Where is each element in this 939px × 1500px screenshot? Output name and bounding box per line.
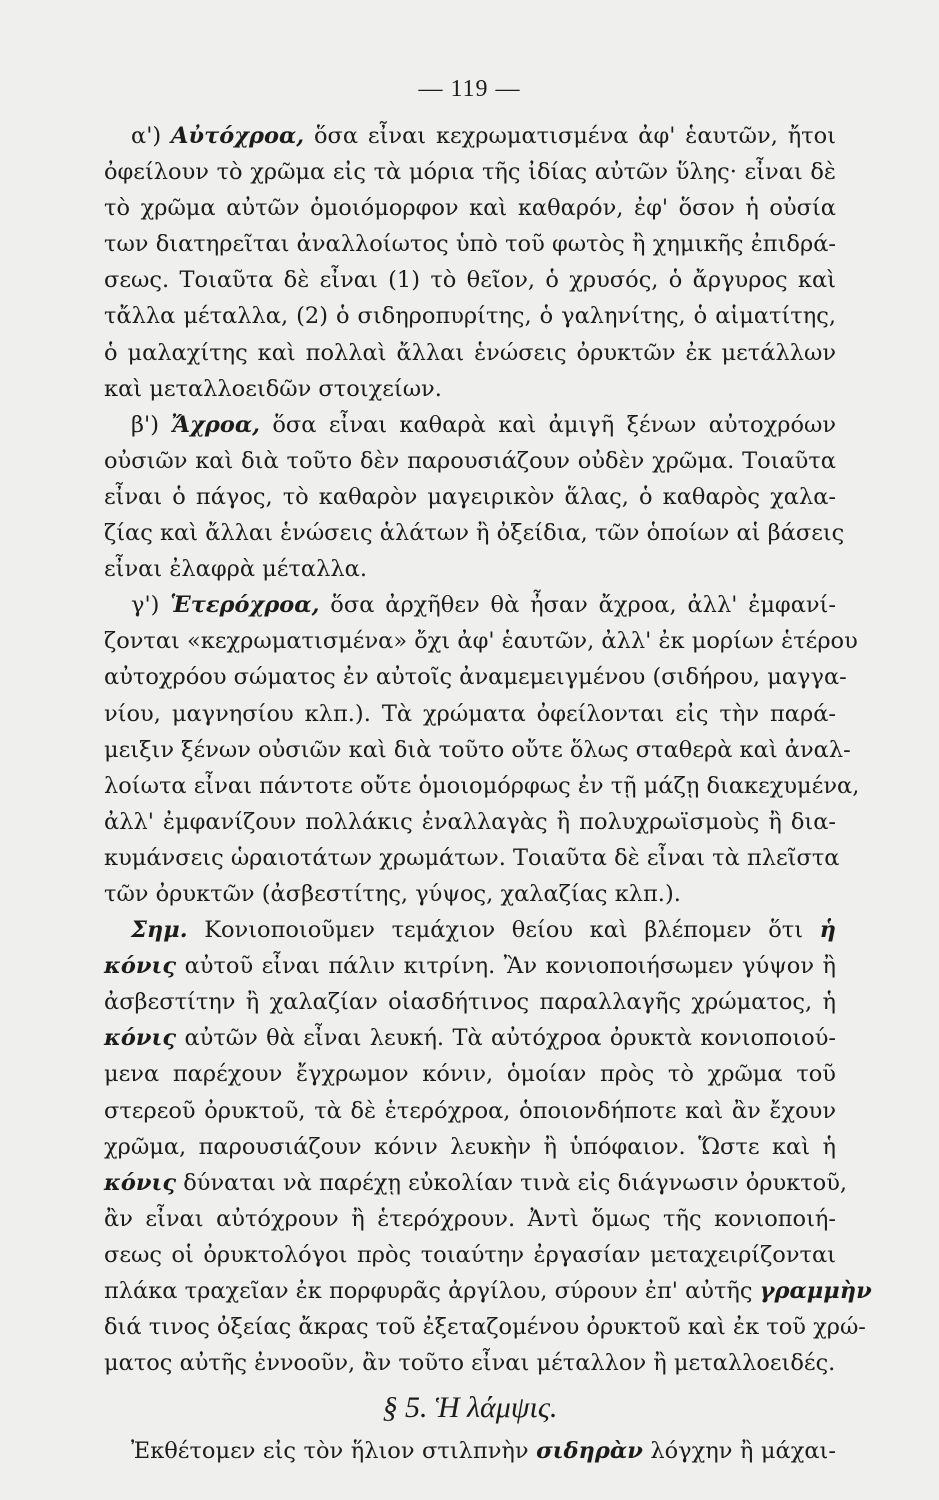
section-heading — [104, 1385, 836, 1431]
text-line — [104, 262, 836, 298]
text-run: στερεοῦ ὀρυκτοῦ, τὰ δὲ ἑτερόχροα, ὁποιονδήποτε καὶ ἂν ἔχουν — [104, 1097, 836, 1124]
emphasized-text: σιδηρὰν — [536, 1438, 643, 1465]
text-line — [104, 1020, 836, 1056]
emphasized-text: κόνις — [104, 1025, 177, 1052]
text-line — [104, 912, 836, 948]
text-line — [104, 551, 836, 587]
text-run: αὐτῶν θὰ εἶναι λευκή. Τὰ αὐτόχροα ὀρυκτὰ κονιοποιού- — [176, 1025, 836, 1052]
text-line — [104, 479, 836, 515]
emphasized-text: Ἄχροα, — [171, 411, 260, 438]
emphasized-text: γραμμὴν — [759, 1278, 872, 1304]
text-run: μειξιν ξένων οὐσιῶν καὶ διὰ τοῦτο οὔτε ὅλως σταθερὰ καὶ ἀναλ- — [104, 736, 851, 763]
text-run: λόγχην ἢ μάχαι- — [642, 1438, 836, 1465]
text-run: χρῶμα, παρουσιάζουν κόνιν λευκὴν ἢ ὑπόφαιον. Ὥστε καὶ ἡ — [104, 1133, 836, 1160]
text-line — [104, 1201, 836, 1237]
text-line — [104, 1093, 836, 1129]
text-run: ὅσα εἶναι κεχρωματισμένα ἀφ' ἑαυτῶν, ἤτοι — [304, 123, 836, 149]
text-run: κυμάνσεις ὡραιοτάτων χρωμάτων. Τοιαῦτα δὲ εἶναι τὰ πλεῖστα — [104, 844, 840, 871]
text-line — [104, 154, 836, 190]
section-heading-text: § 5. Ἡ λάμψις. — [382, 1391, 558, 1425]
text-line — [104, 118, 836, 154]
text-line — [104, 335, 836, 371]
text-line — [104, 407, 836, 443]
text-line — [104, 1273, 872, 1309]
emphasized-text: Αὐτόχροα, — [171, 123, 305, 149]
text-run: αὐτοχρόου σώματος ἐν αὐτοῖς ἀναμεμειγμένου (σιδήρου, μαγγα- — [104, 664, 847, 691]
emphasized-text: Σημ. — [131, 917, 188, 944]
text-line — [104, 840, 840, 876]
emphasized-text: ἡ — [819, 917, 836, 944]
text-line — [104, 1129, 836, 1165]
text-run: τῶν ὀρυκτῶν (ἀσβεστίτης, γύψος, χαλαζίας κλπ.). — [104, 880, 681, 907]
text-run: γ') — [131, 592, 171, 619]
text-run: ὀφείλουν τὸ χρῶμα εἰς τὰ μόρια τῆς ἰδίας αὐτῶν ὕλης· εἶναι δὲ — [104, 159, 836, 186]
text-line — [104, 659, 847, 695]
text-line — [104, 515, 845, 551]
text-run: οὐσιῶν καὶ διὰ τοῦτο δὲν παρουσιάζουν οὐδὲν χρῶμα. Τοιαῦτα — [104, 447, 836, 474]
text-line — [104, 226, 836, 262]
page-number: — 119 — — [418, 76, 521, 102]
text-run: ὁ μαλαχίτης καὶ πολλαὶ ἄλλαι ἑνώσεις ὀρυκτῶν ἐκ μετάλλων — [104, 339, 836, 366]
text-line — [104, 443, 836, 479]
text-run: αὐτοῦ εἶναι πάλιν κιτρίνη. Ἂν κονιοποιήσωμεν γύψον ἢ — [176, 953, 836, 980]
text-run: καὶ μεταλλοειδῶν στοιχείων. — [104, 375, 442, 402]
text-run: ματος αὐτῆς ἐννοοῦν, ἂν τοῦτο εἶναι μέταλλον ἢ μεταλλοειδές. — [104, 1350, 836, 1377]
text-line — [104, 298, 836, 334]
text-run: ὅσα ἀρχῆθεν θὰ ἦσαν ἄχροα, ἀλλ' ἐμφανί- — [319, 592, 836, 619]
text-line — [104, 732, 851, 768]
text-run: σεως. Τοιαῦτα δὲ εἶναι (1) τὸ θεῖον, ὁ χρυσός, ὁ ἄργυρος καὶ — [104, 267, 836, 294]
emphasized-text: Ἑτερόχροα, — [170, 592, 320, 619]
text-line — [104, 984, 836, 1020]
text-run: Ἐκθέτομεν εἰς τὸν ἥλιον στιλπνὴν — [131, 1438, 537, 1465]
text-run: μενα παρέχουν ἔγχρωμον κόνιν, ὁμοίαν πρὸς τὸ χρῶμα τοῦ — [104, 1061, 836, 1088]
text-line — [104, 190, 836, 226]
page-body-text — [104, 118, 872, 1469]
text-run: τἄλλα μέταλλα, (2) ὁ σιδηροπυρίτης, ὁ γαληνίτης, ὁ αἱματίτης, — [104, 303, 836, 330]
text-run: ὅσα εἶναι καθαρὰ καὶ ἀμιγῆ ξένων αὐτοχρόων — [260, 411, 837, 438]
text-line — [104, 1056, 836, 1092]
text-run: ἀσβεστίτην ἢ χαλαζίαν οἱασδήτινος παραλλαγῆς χρώματος, ἡ — [104, 989, 836, 1016]
text-run: εἶναι ἐλαφρὰ μέταλλα. — [104, 556, 367, 583]
text-line — [104, 623, 858, 659]
text-run: νίου, μαγνησίου κλπ.). Τὰ χρώματα ὀφείλονται εἰς τὴν παρά- — [104, 700, 836, 727]
text-line — [104, 876, 836, 912]
emphasized-text: κόνις — [104, 953, 177, 980]
text-run: Κονιοποιοῦμεν τεμάχιον θείου καὶ βλέπομεν ὅτι — [187, 917, 820, 944]
text-run: ζίας καὶ ἄλλαι ἑνώσεις ἁλάτων ἢ ὀξείδια, τῶν ὁποίων αἱ βάσεις — [104, 520, 845, 547]
text-line — [104, 1309, 866, 1345]
text-line — [104, 804, 836, 840]
text-line — [104, 1433, 836, 1469]
text-run: λοίωτα εἶναι πάντοτε οὔτε ὁμοιομόρφως ἐν τῇ μάζῃ διακεχυμένα, — [104, 772, 860, 799]
text-line — [104, 1165, 848, 1201]
text-run: εἶναι ὁ πάγος, τὸ καθαρὸν μαγειρικὸν ἅλας, ὁ καθαρὸς χαλα- — [104, 483, 836, 510]
text-run: δύναται νὰ παρέχῃ εὐκολίαν τινὰ εἰς διάγνωσιν ὀρυκτοῦ, — [176, 1169, 848, 1196]
text-line — [104, 948, 836, 984]
text-line — [104, 696, 836, 732]
text-run: των διατηρεῖται ἀναλλοίωτος ὑπὸ τοῦ φωτὸς ἢ χημικῆς ἐπιδρά- — [104, 231, 836, 258]
text-run: διά τινος ὀξείας ἄκρας τοῦ ἐξεταζομένου ὀρυκτοῦ καὶ ἐκ τοῦ χρώ- — [104, 1314, 866, 1341]
text-line — [104, 1237, 836, 1273]
text-run: σεως οἱ ὀρυκτολόγοι πρὸς τοιαύτην ἐργασίαν μεταχειρίζονται — [104, 1241, 836, 1268]
text-line — [104, 371, 836, 407]
text-run: ἀλλ' ἐμφανίζουν πολλάκις ἐναλλαγὰς ἢ πολυχρωϊσμοὺς ἢ δια- — [104, 808, 836, 835]
text-run: β') — [131, 411, 172, 438]
text-line — [104, 587, 836, 623]
text-run: ἂν εἶναι αὐτόχρουν ἢ ἑτερόχρουν. Ἀντὶ ὅμως τῆς κονιοποιή- — [104, 1205, 836, 1232]
text-line — [104, 1345, 836, 1381]
text-run: πλάκα τραχεῖαν ἐκ πορφυρᾶς ἀργίλου, σύρουν ἐπ' αὐτῆς — [104, 1278, 760, 1304]
text-run: α') — [131, 123, 171, 149]
text-run: ζονται «κεχρωματισμένα» ὄχι ἀφ' ἑαυτῶν, ἀλλ' ἐκ μορίων ἑτέρου — [104, 628, 858, 655]
text-line — [104, 768, 860, 804]
text-run: τὸ χρῶμα αὐτῶν ὁμοιόμορφον καὶ καθαρόν, ἐφ' ὅσον ἡ οὐσία — [104, 195, 836, 222]
emphasized-text: κόνις — [104, 1169, 177, 1196]
